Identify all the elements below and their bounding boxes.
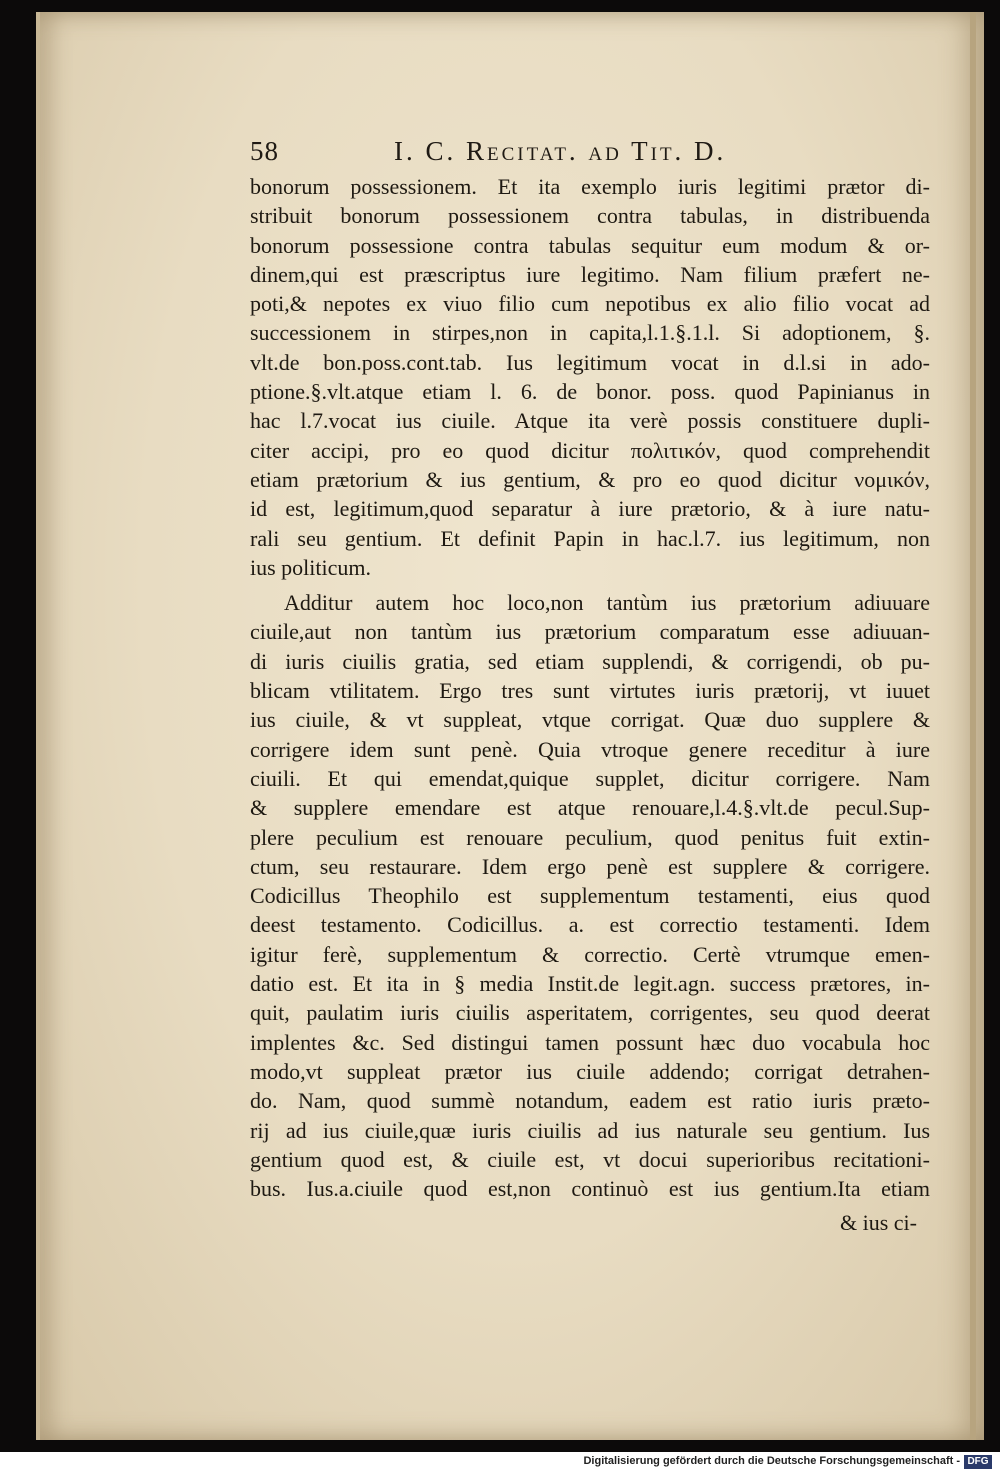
text-line: implentes &c. Sed distingui tamen possunt hæc duo vocabula hoc bbox=[250, 1029, 930, 1055]
text-line: bus. Ius.a.ciuile quod est,non continuò est ius gentium.Ita etiam bbox=[250, 1176, 930, 1202]
text-line: plere peculium est renouare peculium, quod penitus fuit extin- bbox=[250, 824, 930, 850]
paragraph-1 bbox=[250, 172, 930, 582]
page-edge bbox=[970, 12, 976, 1440]
text-line: rali seu gentium. Et definit Papin in hac.l.7. ius legitimum, non bbox=[250, 525, 930, 551]
text-line: hac l.7.vocat ius ciuile. Atque ita verè possis constituere dupli- bbox=[250, 408, 930, 434]
text-line: & supplere emendare est atque renouare,l.4.§.vlt.de pecul.Sup- bbox=[250, 795, 930, 821]
text-line: id est, legitimum,quod separatur à iure prætorio, & à iure natu- bbox=[250, 496, 930, 522]
page-number: 58 bbox=[250, 136, 279, 166]
running-head: I. C. Recitat. ad Tit. D. bbox=[394, 136, 727, 166]
page-header bbox=[250, 136, 950, 172]
footer-bar bbox=[0, 1452, 1000, 1474]
text-line: Codicillus Theophilo est supplementum testamenti, eius quod bbox=[250, 883, 930, 909]
text-line: bonorum possessionem. Et ita exemplo iuris legitimi prætor di- bbox=[250, 174, 930, 199]
text-line: modo,vt suppleat prætor ius ciuile addendo; corrigat detrahen- bbox=[250, 1058, 930, 1084]
text-line: etiam prætorium & ius gentium, & pro eo quod dicitur νομικόν, bbox=[250, 466, 930, 492]
text-line: blicam vtilitatem. Ergo tres sunt virtutes iuris prætorij, vt iuuet bbox=[250, 678, 930, 704]
text-line: ius politicum. bbox=[250, 554, 371, 580]
text-line: bonorum possessione contra tabulas sequitur eum modum & or- bbox=[250, 232, 930, 258]
text-line: citer accipi, pro eo quod dicitur πολιτικόν, quod comprehendit bbox=[250, 437, 930, 463]
text-line: ptione.§.vlt.atque etiam l. 6. de bonor. poss. quod Papinianus in bbox=[250, 379, 930, 405]
text-line: rij ad ius ciuile,quæ iuris ciuilis ad ius naturale seu gentium. Ius bbox=[250, 1117, 930, 1143]
text-line: ctum, seu restaurare. Idem ergo penè est supplere & corrigere. bbox=[250, 853, 930, 879]
text-line: Additur autem hoc loco,non tantùm ius prætorium adiuuare bbox=[284, 590, 930, 616]
text-line: corrigere idem sunt penè. Quia vtroque genere receditur à iure bbox=[250, 736, 930, 762]
text-line: dinem,qui est præscriptus iure legitimo. Nam filium præfert ne- bbox=[250, 261, 930, 287]
text-line: vlt.de bon.poss.cont.tab. Ius legitimum vocat in d.l.si in ado- bbox=[250, 349, 930, 375]
text-line: ciuili. Et qui emendat,quique supplet, dicitur corrigere. Nam bbox=[250, 765, 930, 791]
text-line: datio est. Et ita in § media Instit.de legit.agn. success prætores, in- bbox=[250, 971, 930, 997]
text-line: stribuit bonorum possessionem contra tabulas, in distribuenda bbox=[250, 203, 930, 229]
text-line: do. Nam, quod summè notandum, eadem est ratio iuris præto- bbox=[250, 1088, 930, 1114]
text-line: successionem in stirpes,non in capita,l.1.§.1.l. Si adoptionem, §. bbox=[250, 320, 930, 346]
text-line: quit, paulatim iuris ciuilis asperitatem, corrigentes, seu quod deerat bbox=[250, 1000, 930, 1026]
paragraph-2 bbox=[250, 588, 930, 1203]
catchword: & ius ci- bbox=[840, 1210, 917, 1235]
funding-credit: Digitalisierung gefördert durch die Deutsche Forschungsgemeinschaft - bbox=[583, 1455, 960, 1467]
text-line: deest testamento. Codicillus. a. est correctio testamenti. Idem bbox=[250, 912, 930, 938]
text-line: poti,& nepotes ex viuo filio cum nepotibus ex alio filio vocat ad bbox=[250, 291, 930, 317]
body-text bbox=[250, 172, 930, 1203]
text-line: ius ciuile, & vt suppleat, vtque corrigat. Quæ duo supplere & bbox=[250, 707, 930, 733]
text-line: gentium quod est, & ciuile est, vt docui superioribus recitationi- bbox=[250, 1146, 930, 1172]
text-line: di iuris ciuilis gratia, sed etiam supplendi, & corrigendi, ob pu- bbox=[250, 648, 930, 674]
text-line: igitur ferè, supplementum & correctio. Certè vtrumque emen- bbox=[250, 941, 930, 967]
dfg-logo-icon: DFG bbox=[964, 1455, 992, 1469]
text-line: ciuile,aut non tantùm ius prætorium comparatum esse adiuuan- bbox=[250, 619, 930, 645]
